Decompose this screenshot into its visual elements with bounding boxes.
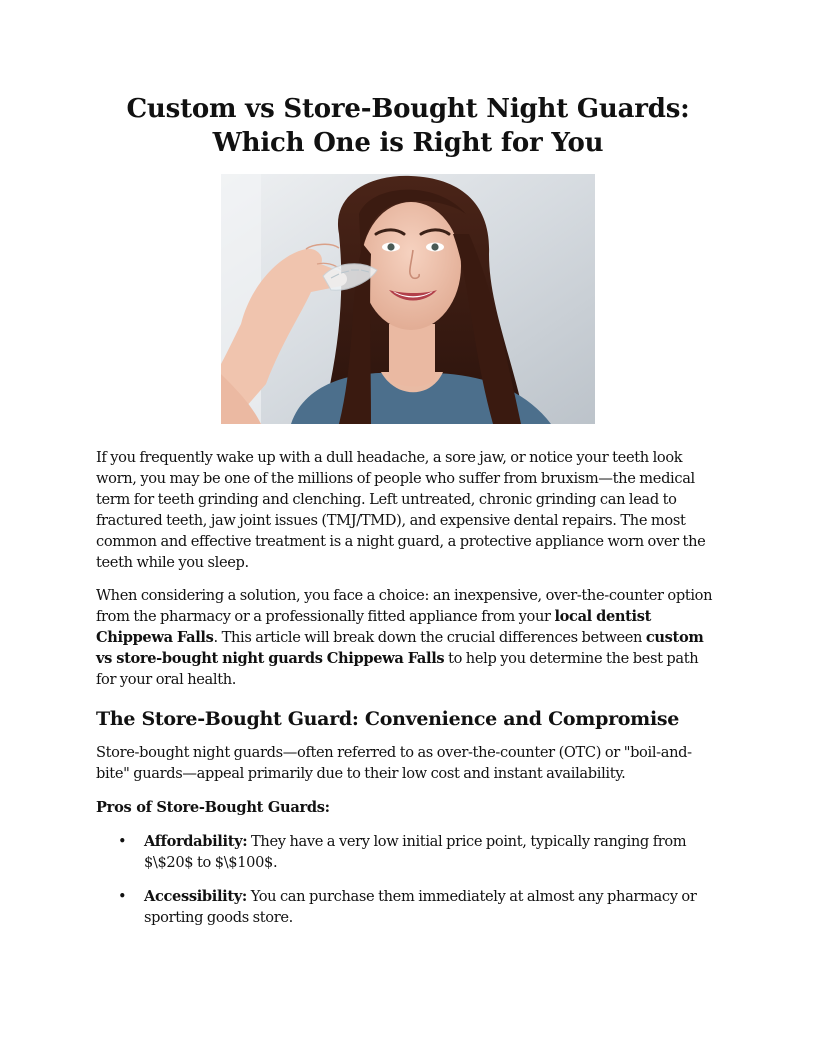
pros-item-text: You can purchase them immediately at almost any pharmacy or sporting goods store. (144, 887, 697, 926)
pros-item-label: Affordability: (144, 832, 248, 850)
intro-p2-text-a: When considering a solution, you face a choice: an inexpensive, over-the-counter option from the pharmacy or a professionally fitted appliance from your (96, 587, 713, 626)
section-heading-store-bought: The Store-Bought Guard: Convenience and Compromise (96, 707, 680, 730)
pros-list (96, 832, 720, 929)
title-line-1: Custom vs Store-Bought Night Guards: (126, 94, 690, 124)
bullet-icon: • (118, 832, 127, 850)
custom-vs-store-bought-keyword: custom vs store-bought night guards Chippewa Falls (96, 629, 704, 668)
pros-item-label: Accessibility: (144, 887, 247, 905)
bullet-icon: • (118, 887, 127, 905)
pros-heading: Pros of Store-Bought Guards: (96, 798, 330, 816)
hero-image (221, 174, 595, 424)
list-item (118, 832, 720, 874)
intro-p2-text-c: . This article will break down the crucial differences between (213, 629, 646, 647)
page-title (96, 92, 720, 160)
intro-paragraph-1: If you frequently wake up with a dull headache, a sore jaw, or notice your teeth look worn, you may be one of the millions of people who suffer from bruxism—the medical term for teeth grinding and clenching. Left untreated, chronic grinding can lead to fractured teeth, jaw joint issues (TMJ/TMD), and expensive dental repairs. The most common and effective treatment is a night guard, a protective appliance worn over the teeth while you sleep. (96, 449, 706, 571)
intro-paragraph-2 (96, 586, 720, 691)
store-bought-paragraph: Store-bought night guards—often referred to as over-the-counter (OTC) or "boil-and-bite" guards—appeal primarily due to their low cost and instant availability. (96, 743, 692, 782)
list-item (118, 887, 720, 929)
pros-item-text: They have a very low initial price point, typically ranging from $\$20$ to $\$100$. (144, 832, 687, 871)
local-dentist-link-text: local dentist Chippewa Falls (96, 608, 651, 647)
woman-holding-night-guard-illustration (221, 174, 595, 424)
document-page (96, 92, 720, 941)
title-line-2: Which One is Right for You (212, 128, 604, 158)
intro-p2-text-e: to help you determine the best path for your oral health. (96, 650, 699, 689)
